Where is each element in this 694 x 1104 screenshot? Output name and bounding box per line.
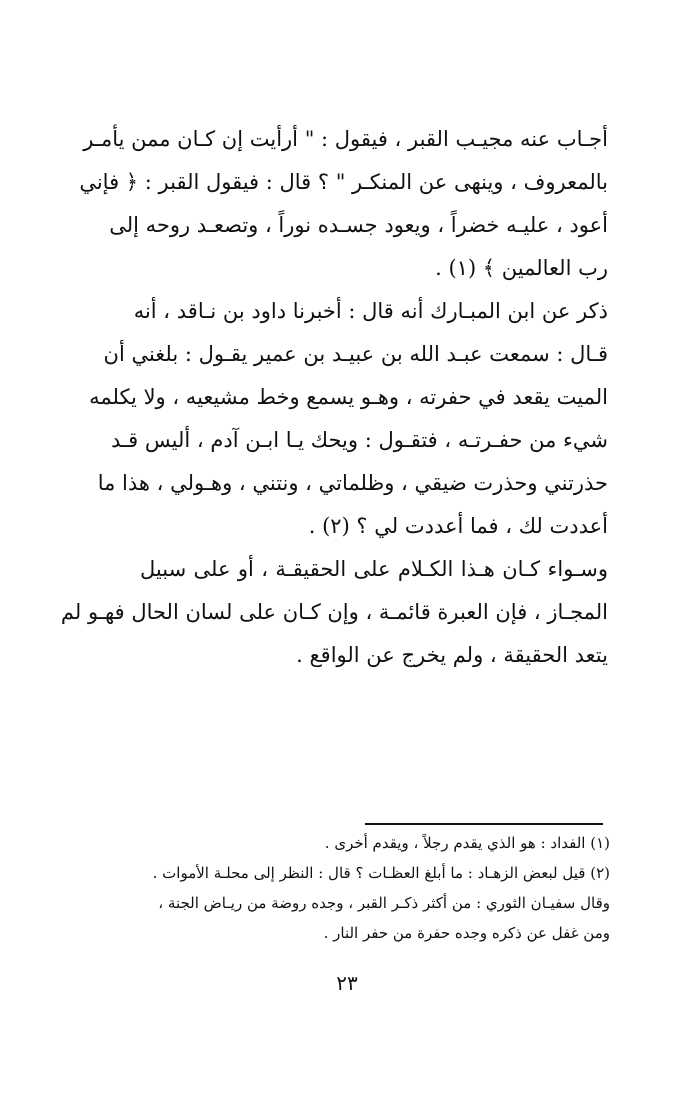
footnote-line: وقال سفيـان الثوري : من أكثر ذكـر القبر ، وجده روضة من ريـاض الجنة ،	[158, 894, 610, 912]
text-line: وسـواء كـان هـذا الكـلام على الحقيقـة ، أو على سبيل	[140, 557, 608, 581]
text-line: الميت يقعد في حفرته ، وهـو يسمع وخط مشيعيه ، ولا يكلمه	[89, 385, 608, 409]
footnote-line: (١) الفداد : هو الذي يقدم رجلاً ، ويقدم أخرى .	[324, 834, 610, 852]
main-text	[60, 118, 608, 677]
text-line: أعددت لك ، فما أعددت لي ؟ (٢) .	[308, 514, 608, 538]
footnote-line: (٢) قيل لبعض الزهـاد : ما أبلغ العظـات ؟ قال : النظر إلى محلـة الأموات .	[152, 864, 610, 882]
text-line: ذكر عن ابن المبـارك أنه قال : أخبرنا داود بن نـاقد ، أنه	[133, 299, 608, 323]
text-line: شيء من حفـرتـه ، فتقـول : ويحك يـا ابـن آدم ، أليس قـد	[111, 428, 608, 452]
text-line: أجـاب عنه مجيـب القبر ، فيقول : " أرأيت إن كـان ممن يأمـر	[83, 127, 608, 151]
text-line: حذرتني وحذرت ضيقي ، وظلماتي ، ونتني ، وهـولي ، هذا ما	[97, 471, 608, 495]
text-line: أعود ، عليـه خضراً ، ويعود جسـده نوراً ، وتصعـد روحه إلى	[109, 213, 608, 237]
text-line: قـال : سمعت عبـد الله بن عبيـد بن عمير يقـول : بلغني أن	[103, 342, 608, 366]
footnotes	[130, 828, 610, 948]
footnote-separator	[365, 823, 603, 825]
text-line: بالمعروف ، وينهى عن المنكـر " ؟ قال : فيقول القبر : ﴿ فإني	[79, 170, 608, 194]
page-number: ٢٣	[336, 971, 358, 995]
text-line: المجـاز ، فإن العبرة قائمـة ، وإن كـان على لسان الحال فهـو لم	[60, 600, 608, 624]
text-line: يتعد الحقيقة ، ولم يخرج عن الواقع .	[296, 643, 608, 667]
text-line: رب العالمين ﴾ (١) .	[435, 256, 608, 280]
footnote-line: ومن غفل عن ذكره وجده حفرة من حفر النار .	[323, 924, 610, 942]
